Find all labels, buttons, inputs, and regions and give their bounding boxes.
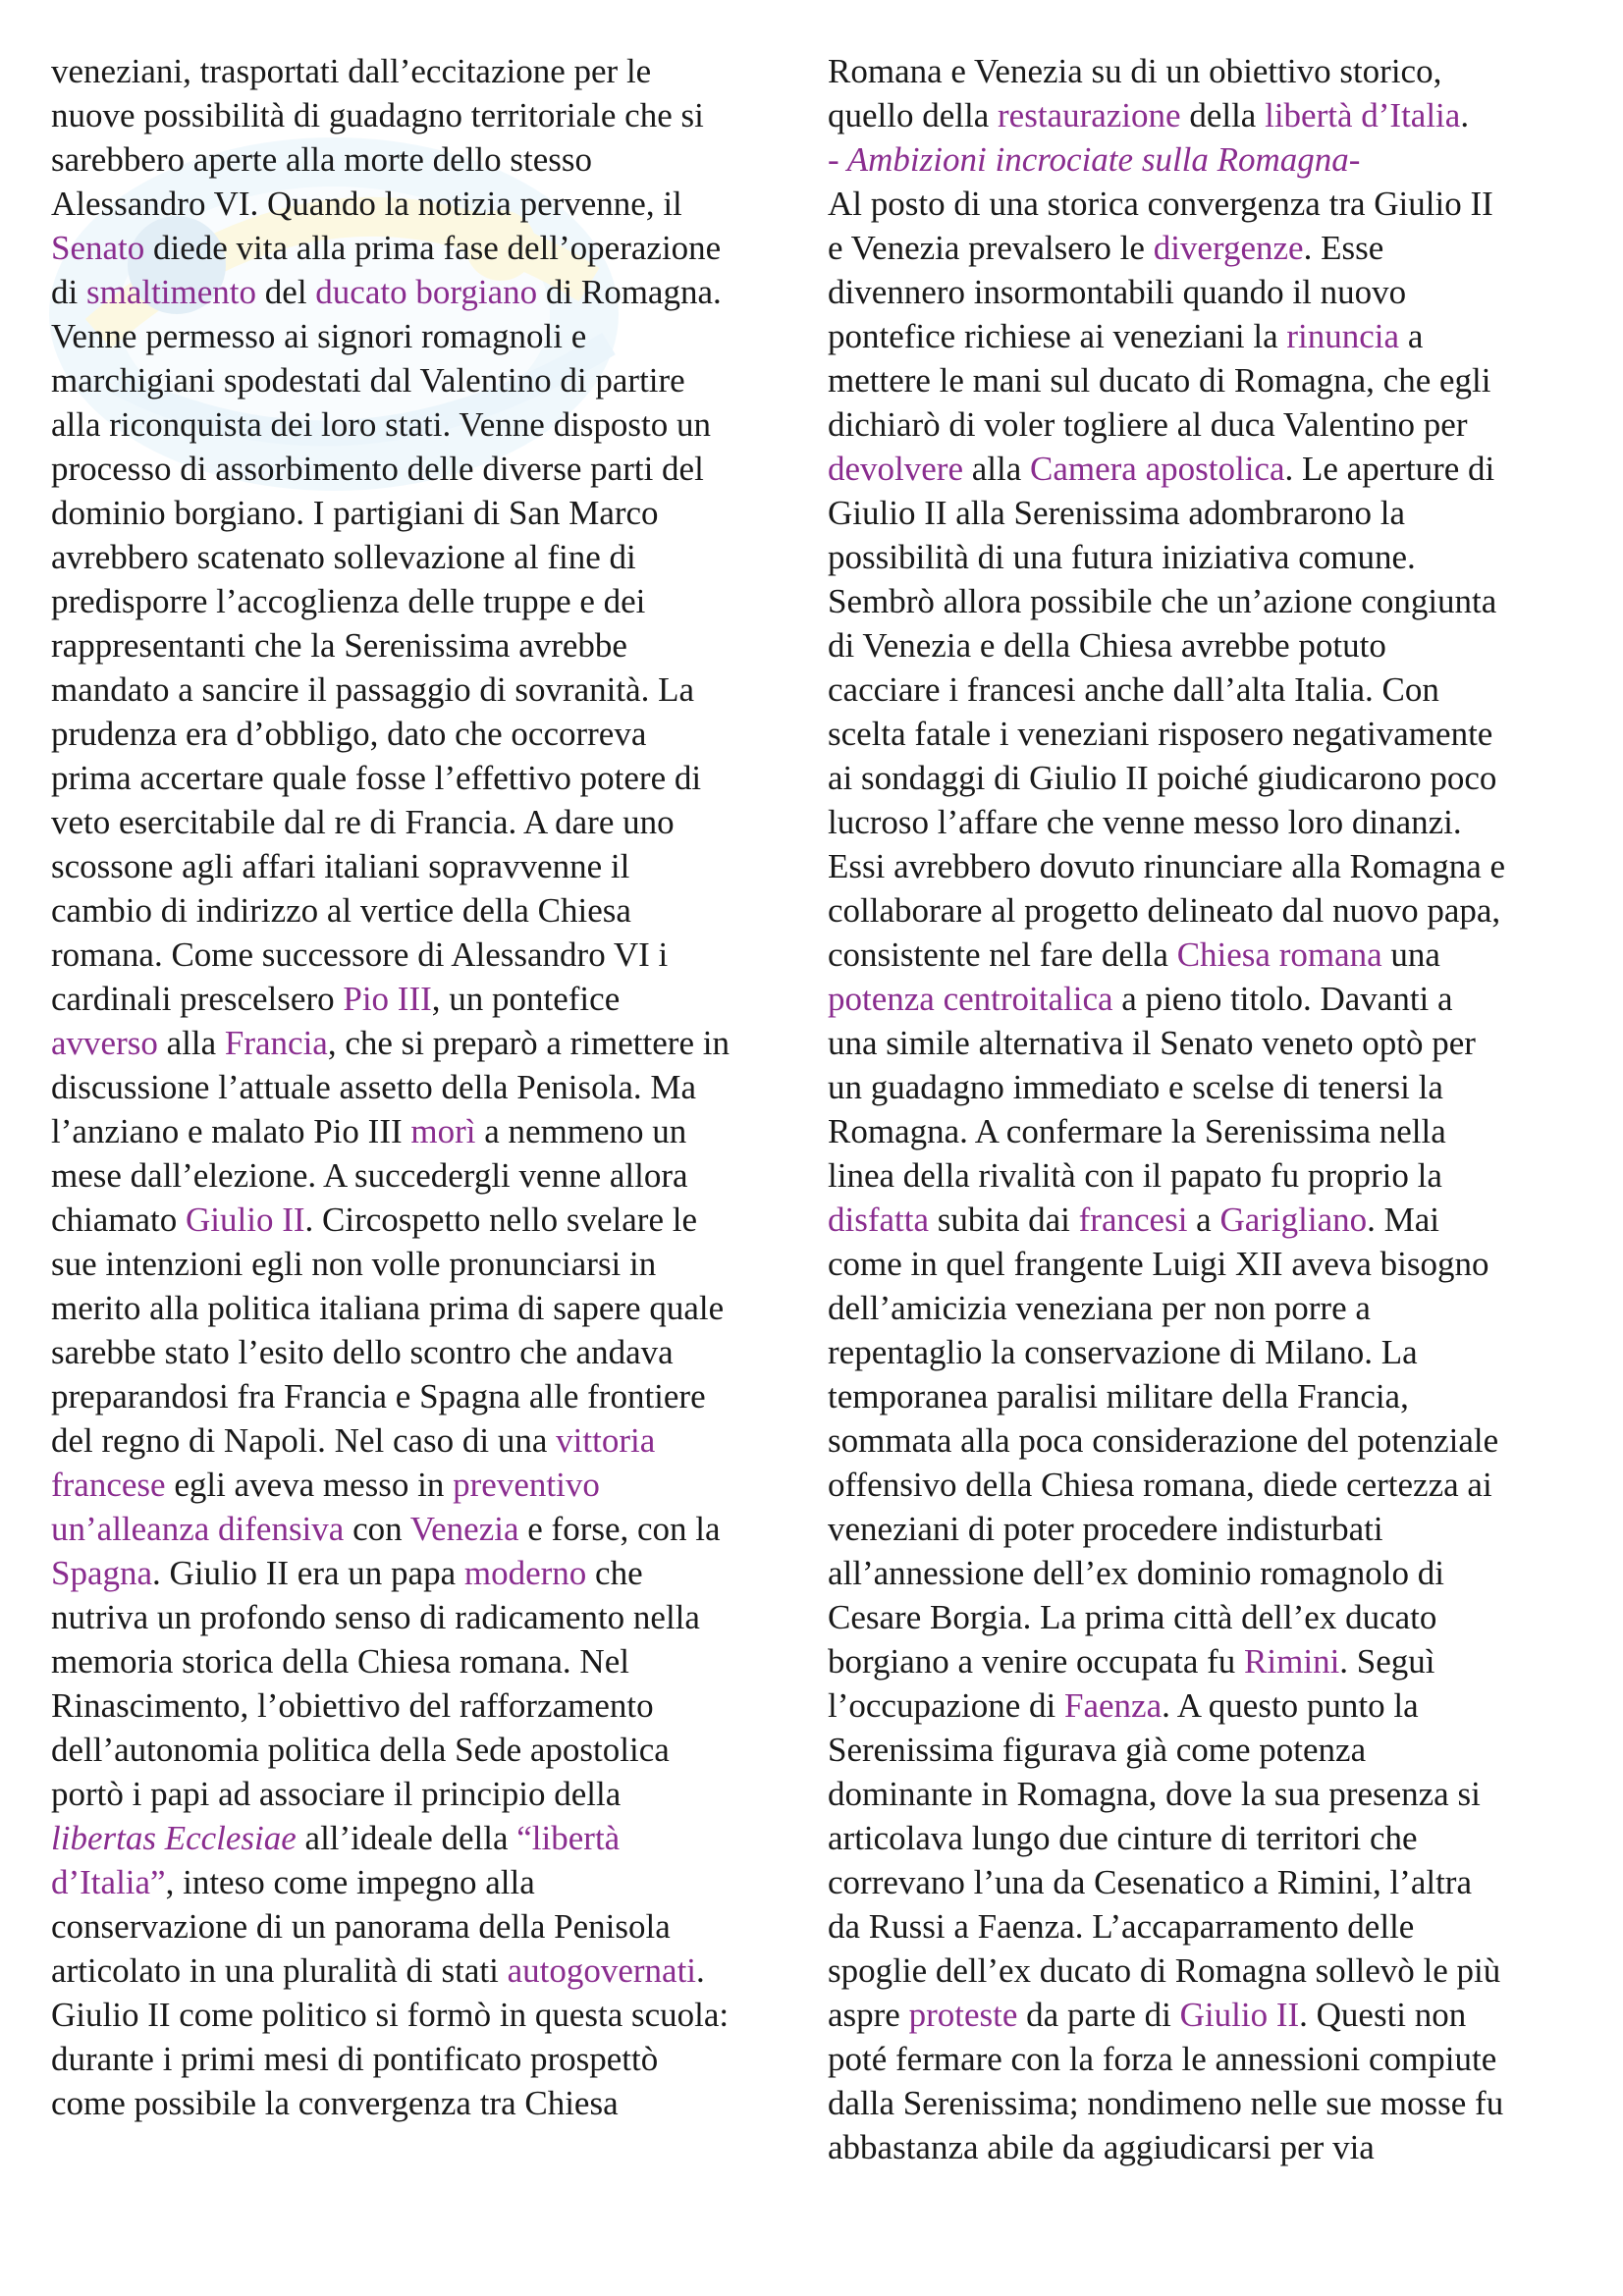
text-line [51, 226, 827, 270]
text-run: spoglie dell’ex ducato di Romagna sollevò le più [828, 1951, 1501, 1990]
text-run: collaborare al progetto delineato dal nuovo papa, [828, 891, 1501, 930]
text-line [828, 756, 1594, 800]
text-run: di Romagna. [537, 273, 722, 311]
text-line [828, 1463, 1594, 1507]
text-run: chiamato [51, 1201, 187, 1239]
text-line [828, 1418, 1594, 1463]
text-run: una simile alternativa il Senato veneto optò per [828, 1024, 1476, 1062]
text-run: repentaglio la conservazione di Milano. La [828, 1333, 1418, 1371]
text-run: e Venezia prevalsero le [828, 229, 1154, 267]
text-run: articolato in una pluralità di stati [51, 1951, 508, 1990]
highlighted-term: preventivo [453, 1466, 600, 1504]
highlighted-term: “libertà [516, 1819, 621, 1857]
highlighted-term: Pio III [343, 980, 432, 1018]
text-run: all’ideale della [296, 1819, 517, 1857]
text-line [828, 1065, 1594, 1109]
text-line [828, 1021, 1594, 1065]
highlighted-term: avverso [51, 1024, 158, 1062]
text-line [828, 1772, 1594, 1816]
text-run: lucroso l’affare che venne messo loro dinanzi. [828, 803, 1462, 841]
text-run: Giulio II come politico si formò in questa scuola: [51, 1996, 730, 2034]
text-line [51, 402, 827, 447]
text-line [828, 623, 1594, 667]
text-line [51, 579, 827, 623]
text-run: merito alla politica italiana prima di sapere quale [51, 1289, 725, 1327]
text-run: come possibile la convergenza tra Chiesa [51, 2084, 619, 2122]
text-line [51, 2037, 827, 2081]
text-line [51, 800, 827, 844]
text-run: da Russi a Faenza. L’accaparramento delle [828, 1907, 1415, 1946]
text-run: possibilità di una futura iniziativa comune. [828, 538, 1416, 576]
text-run: . Seguì [1339, 1642, 1435, 1681]
text-run: cambio di indirizzo al vertice della Chiesa [51, 891, 631, 930]
text-run: divennero insormontabili quando il nuovo [828, 273, 1407, 311]
text-line [828, 2081, 1594, 2125]
text-run: abbastanza abile da aggiudicarsi per via [828, 2128, 1375, 2166]
text-run: dichiarò di voler togliere al duca Valentino per [828, 405, 1468, 444]
text-run: . Circospetto nello svelare le [304, 1201, 698, 1239]
text-line [828, 1551, 1594, 1595]
highlighted-term: vittoria [556, 1421, 656, 1460]
highlighted-term: divergenze [1153, 229, 1304, 267]
text-run: pontefice richiese ai veneziani la [828, 317, 1287, 355]
text-run: a [1187, 1201, 1220, 1239]
text-line [828, 226, 1594, 270]
highlighted-term: Giulio II [186, 1201, 305, 1239]
highlighted-term: Garigliano [1219, 1201, 1368, 1239]
text-run: Alessandro VI. Quando la notizia pervenne, il [51, 185, 682, 223]
text-line [828, 977, 1594, 1021]
text-run: scossone agli affari italiani sopravvenne il [51, 847, 630, 885]
text-line [51, 314, 827, 358]
text-line [828, 667, 1594, 712]
text-run: consistente nel fare della [828, 935, 1177, 974]
highlighted-term: libertà d’Italia [1265, 96, 1461, 134]
text-run: nutriva un profondo senso di radicamento nella [51, 1598, 700, 1636]
text-line [828, 358, 1594, 402]
text-line [51, 1993, 827, 2037]
text-line [828, 1639, 1594, 1683]
text-line [51, 137, 827, 182]
highlighted-term: ducato borgiano [315, 273, 538, 311]
text-line [51, 756, 827, 800]
highlighted-term: restaurazione [998, 96, 1181, 134]
text-line [51, 712, 827, 756]
text-line [51, 1551, 827, 1595]
text-line [51, 844, 827, 888]
text-run: processo di assorbimento delle diverse parti del [51, 450, 704, 488]
text-line [828, 888, 1594, 933]
text-line [828, 800, 1594, 844]
text-run: sarebbero aperte alla morte dello stesso [51, 140, 593, 179]
text-run: avrebbero scatenato sollevazione al fine di [51, 538, 636, 576]
text-run: Essi avrebbero dovuto rinunciare alla Romagna e [828, 847, 1506, 885]
highlighted-term: d’Italia” [51, 1863, 166, 1901]
text-line [51, 1772, 827, 1816]
text-line [51, 1683, 827, 1728]
text-run: conservazione di un panorama della Penisola [51, 1907, 671, 1946]
text-line [51, 623, 827, 667]
text-line [828, 93, 1594, 137]
text-run: , inteso come impegno alla [165, 1863, 535, 1901]
highlighted-term: francese [51, 1466, 166, 1504]
text-run: articolava lungo due cinture di territori che [828, 1819, 1418, 1857]
text-line [51, 1153, 827, 1198]
highlighted-term: proteste [908, 1996, 1018, 2034]
text-run: mandato a sancire il passaggio di sovranità. La [51, 670, 695, 709]
text-line [51, 1949, 827, 1993]
text-run: Romana e Venezia su di un obiettivo storico, [828, 52, 1442, 90]
text-run: diede vita alla prima fase dell’operazione [144, 229, 722, 267]
text-run: di Venezia e della Chiesa avrebbe potuto [828, 626, 1386, 665]
text-run: prudenza era d’obbligo, dato che occorreva [51, 715, 647, 753]
text-line [51, 49, 827, 93]
highlighted-term: Rimini [1244, 1642, 1340, 1681]
text-line [51, 933, 827, 977]
text-line [51, 270, 827, 314]
text-line [828, 1683, 1594, 1728]
text-line [51, 182, 827, 226]
text-run: durante i primi mesi di pontificato prospettò [51, 2040, 659, 2078]
text-line [828, 49, 1594, 93]
text-run: . A questo punto la [1162, 1686, 1419, 1725]
text-run: romana. Come successore di Alessandro VI i [51, 935, 669, 974]
text-run: borgiano a venire occupata fu [828, 1642, 1245, 1681]
text-line [828, 579, 1594, 623]
text-run: . Esse [1303, 229, 1384, 267]
text-run: Cesare Borgia. La prima città dell’ex ducato [828, 1598, 1437, 1636]
text-line [828, 491, 1594, 535]
text-line [51, 1816, 827, 1860]
text-line [828, 1109, 1594, 1153]
text-run: quello della [828, 96, 999, 134]
text-run: nuove possibilità di guadagno territoriale che si [51, 96, 704, 134]
text-line [51, 535, 827, 579]
text-line [51, 93, 827, 137]
text-line [51, 1198, 827, 1242]
text-line [51, 1639, 827, 1683]
text-line [51, 491, 827, 535]
text-run: predisporre l’accoglienza delle truppe e dei [51, 582, 646, 620]
text-line [828, 1507, 1594, 1551]
text-run: alla riconquista dei loro stati. Venne disposto un [51, 405, 712, 444]
text-run: una [1381, 935, 1440, 974]
highlighted-term: devolvere [828, 450, 963, 488]
text-line [828, 2125, 1594, 2169]
highlighted-term: - Ambizioni incrociate sulla Romagna- [828, 140, 1361, 179]
text-run: preparandosi fra Francia e Spagna alle frontiere [51, 1377, 706, 1415]
text-run: veneziani, trasportati dall’eccitazione per le [51, 52, 652, 90]
text-line [51, 1109, 827, 1153]
text-line [828, 1993, 1594, 2037]
text-run: . Questi non [1299, 1996, 1467, 2034]
text-run: . Mai [1367, 1201, 1440, 1239]
text-run: come in quel frangente Luigi XII aveva bisogno [828, 1245, 1489, 1283]
text-run: rappresentanti che la Serenissima avrebbe [51, 626, 627, 665]
text-line [51, 1418, 827, 1463]
highlighted-term: disfatta [828, 1201, 930, 1239]
text-line [828, 1153, 1594, 1198]
highlighted-term: Camera apostolica [1030, 450, 1285, 488]
text-line [828, 1595, 1594, 1639]
text-line [828, 1374, 1594, 1418]
highlighted-term: morì [410, 1112, 476, 1150]
text-line [828, 402, 1594, 447]
highlighted-term: smaltimento [85, 273, 257, 311]
text-line [51, 2081, 827, 2125]
text-line [51, 1065, 827, 1109]
text-run: dell’amicizia veneziana per non porre a [828, 1289, 1371, 1327]
text-line [828, 1816, 1594, 1860]
text-run: mese dall’elezione. A succedergli venne allora [51, 1156, 688, 1195]
text-run: scelta fatale i veneziani risposero negativamente [828, 715, 1493, 753]
text-run: con [344, 1510, 410, 1548]
text-run: Serenissima figurava già come potenza [828, 1731, 1367, 1769]
text-run: sue intenzioni egli non volle pronunciarsi in [51, 1245, 657, 1283]
highlighted-term: Spagna [51, 1554, 153, 1592]
text-run: mettere le mani sul ducato di Romagna, che egli [828, 361, 1491, 400]
text-line [828, 1949, 1594, 1993]
highlighted-term: Senato [51, 229, 145, 267]
text-run: . Giulio II era un papa [152, 1554, 464, 1592]
text-line [51, 1728, 827, 1772]
text-line [51, 977, 827, 1021]
text-run: dominante in Romagna, dove la sua presenza si [828, 1775, 1481, 1813]
text-run: Al posto di una storica convergenza tra Giulio II [828, 185, 1493, 223]
text-run: l’occupazione di [828, 1686, 1065, 1725]
text-line [828, 1904, 1594, 1949]
text-run: veneziani di poter procedere indisturbati [828, 1510, 1383, 1548]
text-line [828, 182, 1594, 226]
text-run: del regno di Napoli. Nel caso di una [51, 1421, 557, 1460]
text-line [828, 1860, 1594, 1904]
text-run: . [1460, 96, 1470, 134]
text-run: da parte di [1017, 1996, 1180, 2034]
text-run: Giulio II alla Serenissima adombrarono la [828, 494, 1406, 532]
text-run: dalla Serenissima; nondimeno nelle sue mosse fu [828, 2084, 1504, 2122]
text-run: sommata alla poca considerazione del potenziale [828, 1421, 1499, 1460]
highlighted-term: un’alleanza difensiva [51, 1510, 345, 1548]
text-line [828, 1286, 1594, 1330]
text-line [51, 1021, 827, 1065]
text-run: memoria storica della Chiesa romana. Nel [51, 1642, 629, 1681]
right-text-column [828, 49, 1594, 2169]
highlighted-term: Giulio II [1179, 1996, 1300, 2034]
text-line [51, 1507, 827, 1551]
text-run: . Le aperture di [1284, 450, 1495, 488]
text-line [828, 447, 1594, 491]
highlighted-term: libertas Ecclesiae [51, 1819, 297, 1857]
text-run: correvano l’una da Cesenatico a Rimini, l’altra [828, 1863, 1472, 1901]
text-run: , che si preparò a rimettere in [327, 1024, 730, 1062]
text-line [51, 447, 827, 491]
text-run: aspre [828, 1996, 909, 2034]
text-line [828, 1242, 1594, 1286]
text-run: a pieno titolo. Davanti a [1112, 980, 1453, 1018]
text-run: offensivo della Chiesa romana, diede certezza ai [828, 1466, 1492, 1504]
text-line [828, 314, 1594, 358]
text-line [828, 1330, 1594, 1374]
text-run: alla [157, 1024, 225, 1062]
text-run: un guadagno immediato e scelse di tenersi la [828, 1068, 1443, 1106]
text-run: di [51, 273, 86, 311]
text-run: alla [962, 450, 1031, 488]
text-line [828, 933, 1594, 977]
text-line [51, 1463, 827, 1507]
text-run: portò i papi ad associare il principio della [51, 1775, 622, 1813]
highlighted-term: moderno [463, 1554, 587, 1592]
text-run: Rinascimento, l’obiettivo del rafforzamento [51, 1686, 654, 1725]
text-line [51, 888, 827, 933]
highlighted-term: Chiesa romana [1176, 935, 1382, 974]
text-run: dell’autonomia politica della Sede apostolica [51, 1731, 670, 1769]
text-run: Venne permesso ai signori romagnoli e [51, 317, 587, 355]
text-run: temporanea paralisi militare della Francia, [828, 1377, 1409, 1415]
highlighted-term: autogovernati [507, 1951, 697, 1990]
text-line [828, 2037, 1594, 2081]
text-run: cacciare i francesi anche dall’alta Italia. Con [828, 670, 1439, 709]
highlighted-term: francesi [1078, 1201, 1188, 1239]
text-run: poté fermare con la forza le annessioni compiute [828, 2040, 1497, 2078]
highlighted-term: potenza centroitalica [828, 980, 1113, 1018]
text-line [828, 712, 1594, 756]
text-run: a nemmeno un [475, 1112, 687, 1150]
text-line [828, 844, 1594, 888]
text-run: prima accertare quale fosse l’effettivo potere di [51, 759, 702, 797]
text-line [828, 1198, 1594, 1242]
text-run: subita dai [929, 1201, 1079, 1239]
text-run: ai sondaggi di Giulio II poiché giudicarono poco [828, 759, 1497, 797]
text-line [51, 1286, 827, 1330]
text-run: veto esercitabile dal re di Francia. A dare uno [51, 803, 675, 841]
highlighted-term: Faenza [1064, 1686, 1163, 1725]
text-line [828, 270, 1594, 314]
text-run: . [696, 1951, 705, 1990]
highlighted-term: Francia [224, 1024, 328, 1062]
text-line [51, 1860, 827, 1904]
text-line [828, 1728, 1594, 1772]
text-line [51, 667, 827, 712]
text-run: sarebbe stato l’esito dello scontro che andava [51, 1333, 674, 1371]
text-run: della [1180, 96, 1266, 134]
text-run: dominio borgiano. I partigiani di San Marco [51, 494, 659, 532]
text-line [828, 535, 1594, 579]
text-line [51, 1330, 827, 1374]
text-run: , un pontefice [431, 980, 621, 1018]
text-run: Sembrò allora possibile che un’azione congiunta [828, 582, 1497, 620]
text-run: l’anziano e malato Pio III [51, 1112, 411, 1150]
text-run: linea della rivalità con il papato fu proprio la [828, 1156, 1442, 1195]
text-run: marchigiani spodestati dal Valentino di partire [51, 361, 685, 400]
text-line [51, 1904, 827, 1949]
text-line [51, 358, 827, 402]
text-run: Romagna. A confermare la Serenissima nella [828, 1112, 1446, 1150]
left-text-column [51, 49, 827, 2125]
text-run: del [256, 273, 316, 311]
text-run: all’annessione dell’ex dominio romagnolo di [828, 1554, 1444, 1592]
text-line [828, 137, 1594, 182]
text-run: discussione l’attuale assetto della Penisola. Ma [51, 1068, 697, 1106]
text-run: egli aveva messo in [165, 1466, 454, 1504]
text-line [51, 1374, 827, 1418]
text-run: a [1399, 317, 1424, 355]
text-run: che [586, 1554, 643, 1592]
text-run: e forse, con la [518, 1510, 721, 1548]
text-line [51, 1242, 827, 1286]
text-line [51, 1595, 827, 1639]
highlighted-term: rinuncia [1286, 317, 1400, 355]
text-run: cardinali prescelsero [51, 980, 344, 1018]
highlighted-term: Venezia [409, 1510, 519, 1548]
